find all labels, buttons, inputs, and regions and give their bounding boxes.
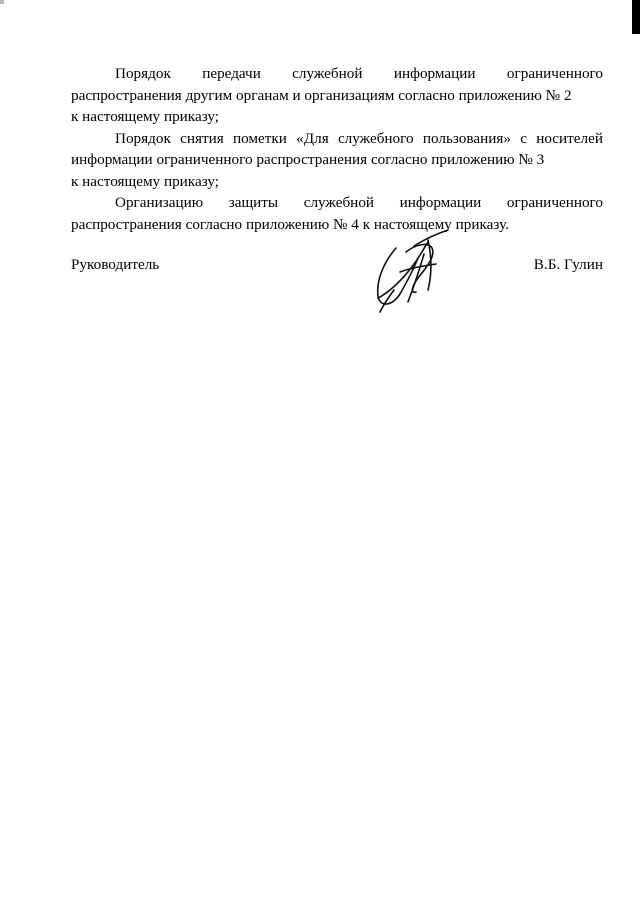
- paragraph-appendix-2: [71, 63, 603, 128]
- paragraph-line: Порядок передачи служебной информации ограниченного распространения: [71, 65, 603, 104]
- signer-name: В.Б. Гулин: [533, 256, 603, 273]
- paragraph-line: информации ограниченного распространения согласно приложению № 3: [71, 151, 545, 168]
- paragraph-line: распространения согласно приложению № 4 к настоящему приказу.: [71, 215, 509, 233]
- paragraph-line: к настоящему приказу;: [71, 172, 219, 190]
- paragraph-line: Организацию защиты служебной информации ограниченного: [115, 194, 603, 211]
- scan-edge-mark: [632, 0, 640, 34]
- paragraph-line: другим органам и организациям согласно приложению № 2: [185, 86, 572, 104]
- paragraph-line: к настоящему приказу;: [71, 108, 219, 125]
- signature-block: [71, 254, 603, 278]
- paragraph-appendix-4: [71, 192, 603, 235]
- paragraph-appendix-3: [71, 128, 603, 193]
- scan-edge-mark: [0, 0, 4, 4]
- signer-role: Руководитель: [71, 256, 160, 273]
- handwritten-signature: [370, 228, 452, 314]
- paragraph-line: Порядок снятия пометки «Для служебного пользования» с носителей: [115, 129, 603, 147]
- document-body: [71, 63, 603, 235]
